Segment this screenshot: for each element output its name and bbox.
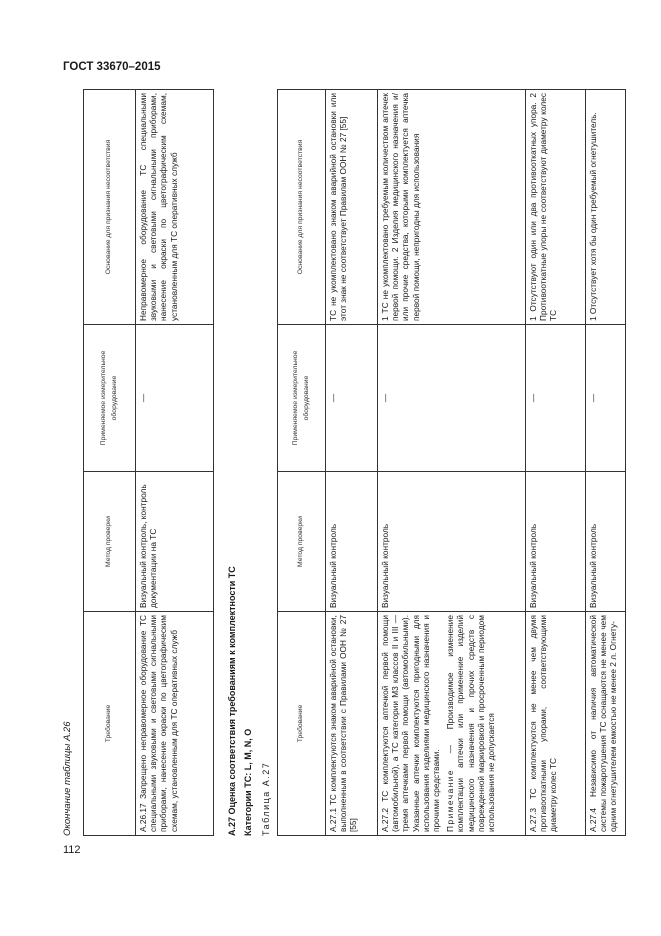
document-header: ГОСТ 33670–2015 — [63, 61, 161, 73]
rotated-content — [62, 90, 619, 836]
cell-basis: 1 Отсутствует хотя бы один требуемый огнетушитель. — [586, 90, 626, 325]
cell-requirement: А.27.1 ТС комплектуются знаком аварийной остановки, выполненным в соответствии с Правилами ООН № 27 [55] — [326, 612, 378, 836]
table-row — [326, 90, 378, 836]
cell-equipment: — — [526, 325, 586, 472]
cell-equipment: — — [378, 325, 526, 472]
section-heading: А.27 Оценка соответствия требованиям к комплектности ТС — [227, 566, 237, 836]
cell-basis: Неправомерное оборудование ТС специальными звуковыми и световыми сигнальными приборами, нанесение окраски по цветографическим схемам, установленным для ТС оперативных служб — [136, 90, 214, 325]
requirement-note — [445, 615, 496, 832]
cell-method: Визуальный контроль — [378, 472, 526, 612]
cell-requirement: А.26.17 Запрещено неправомерное оборудование ТС специальными звуковыми и световыми сигнальными приборами, нанесение окраски по цветографическим схемам, установленным для ТС оперативных служб — [136, 612, 214, 836]
table-row — [526, 90, 586, 836]
cell-method: Визуальный контроль — [326, 472, 378, 612]
page-number: 112 — [63, 844, 81, 856]
table-a27-caption: Таблица А.27 — [261, 761, 271, 836]
cell-basis: ТС не укомплектовано знаком аварийной остановки или этот знак не соответствует Правилам ООН № 27 [55] — [326, 90, 378, 325]
col-header-equipment: Применяемое измерительное оборудование — [278, 325, 326, 472]
cell-requirement: А.27.3 ТС комплектуются не менее чем двумя противооткатными упорами, соответствующими диаметру колес ТС — [526, 612, 586, 836]
cell-method: Визуальный контроль, контроль документации на ТС — [136, 472, 214, 612]
cell-equipment: — — [326, 325, 378, 472]
table-a27 — [277, 89, 626, 836]
col-header-equipment: Применяемое измерительное оборудование — [84, 325, 136, 472]
note-label: Примечание — [445, 768, 456, 832]
cell-requirement — [378, 612, 526, 836]
cell-requirement: А.27.4 Независимо от наличия автоматической системы пожаротушения ТС оснащаются не менее чем одним огнетушителем емкостью не менее 2 л. Огнету- — [586, 612, 626, 836]
col-header-requirement: Требование — [84, 612, 136, 836]
cell-equipment: — — [586, 325, 626, 472]
cell-basis: 1 ТС не укомплектовано требуемым количеством аптечек первой помощи. 2 Изделия медицинского назначения и/или прочие средства, которыми комплектуется аптечка первой помощи, непригодны для использования — [378, 90, 526, 325]
cell-equipment: — — [136, 325, 214, 472]
col-header-method: Метод проверки — [278, 472, 326, 612]
cell-method: Визуальный контроль — [526, 472, 586, 612]
table-a26-caption: Окончание таблицы А.26 — [62, 721, 73, 836]
requirement-text: А.27.2 ТС комплектуются аптечкой первой помощи (автомобильной), а ТС категории M3 классов II и III — тремя аптечками первой помощи (автомобильными). Указанные аптечки комплектуются пригодными для использования изделиями медицинского назначения и прочими средствами. — [380, 615, 442, 832]
categories-line: Категории ТС: L, M, N, O — [243, 728, 253, 836]
cell-basis: 1 Отсутствуют один или два противооткатных упора. 2 Противооткатные упоры не соответствуют диаметру колес ТС — [526, 90, 586, 325]
table-row — [378, 90, 526, 836]
note-text: — Производимое изменение комплектации аптечки или применение изделий медицинского назначения и прочих средств с поврежденной маркировкой и просроченным периодом использования не допускается — [445, 615, 497, 832]
col-header-requirement: Требование — [278, 612, 326, 836]
col-header-basis: Основание для признания несоответствия — [278, 90, 326, 325]
col-header-method: Метод проверки — [84, 472, 136, 612]
table-row — [586, 90, 626, 836]
table-a26 — [83, 89, 214, 836]
cell-method: Визуальный контроль — [586, 472, 626, 612]
table-row — [136, 90, 214, 836]
col-header-basis: Основание для признания несоответствия — [84, 90, 136, 325]
